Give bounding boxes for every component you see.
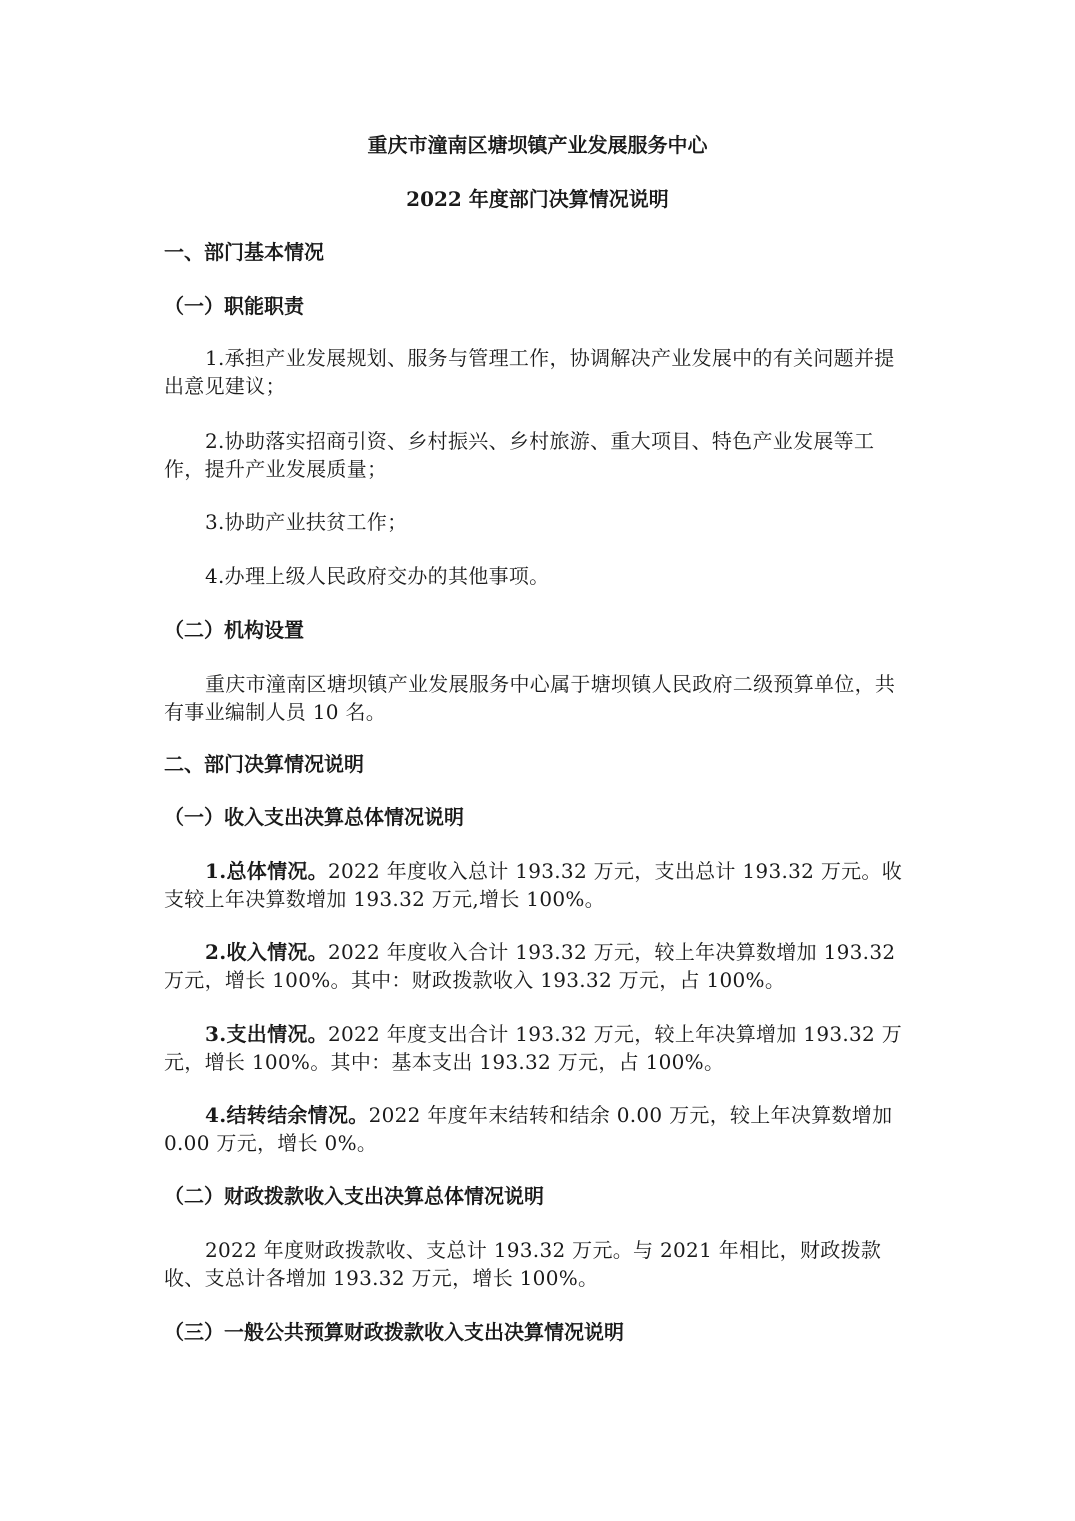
section-heading-basic-info: 一、部门基本情况 <box>164 240 324 264</box>
overall-item-4 <box>164 1101 909 1157</box>
document-title: 重庆市潼南区塘坝镇产业发展服务中心 <box>367 133 708 157</box>
subsection-heading-organization: （二）机构设置 <box>164 618 304 642</box>
overall-item-3-text: 2022 年度支出合计 193.32 万元，较上年决算增加 193.32 万元，增长 100%。其中：基本支出 193.32 万元，占 100%。 <box>164 1022 903 1074</box>
subsection-heading-general-budget: （三）一般公共预算财政拨款收入支出决算情况说明 <box>164 1320 624 1344</box>
overall-item-2-text: 2022 年度收入合计 193.32 万元，较上年决算数增加 193.32 万元，增长 100%。其中：财政拨款收入 193.32 万元，占 100%。 <box>164 940 896 992</box>
overall-item-2-label: 2.收入情况。 <box>205 940 328 964</box>
overall-item-2 <box>164 938 909 994</box>
overall-item-3-label: 3.支出情况。 <box>205 1022 328 1046</box>
overall-item-1 <box>164 857 909 913</box>
function-item-3: 3.协助产业扶贫工作； <box>205 510 408 534</box>
function-item-1: 1.承担产业发展规划、服务与管理工作，协调解决产业发展中的有关问题并提出意见建议； <box>164 346 895 398</box>
organization-text: 重庆市潼南区塘坝镇产业发展服务中心属于塘坝镇人民政府二级预算单位，共有事业编制人员 10 名。 <box>164 672 896 724</box>
overall-item-1-label: 1.总体情况。 <box>205 859 328 883</box>
overall-item-4-label: 4.结转结余情况。 <box>205 1103 369 1127</box>
function-item-4: 4.办理上级人民政府交办的其他事项。 <box>205 564 550 588</box>
overall-item-1-text: 2022 年度收入总计 193.32 万元，支出总计 193.32 万元。收支较上年决算数增加 193.32 万元,增长 100%。 <box>164 859 903 911</box>
subsection-heading-functions: （一）职能职责 <box>164 294 304 318</box>
overall-item-3 <box>164 1020 909 1076</box>
subsection-heading-fiscal-allocation: （二）财政拨款收入支出决算总体情况说明 <box>164 1184 544 1208</box>
section-heading-final-accounts: 二、部门决算情况说明 <box>164 752 364 776</box>
subsection-heading-overall: （一）收入支出决算总体情况说明 <box>164 805 464 829</box>
document-subtitle: 2022 年度部门决算情况说明 <box>406 187 669 211</box>
fiscal-allocation-text: 2022 年度财政拨款收、支总计 193.32 万元。与 2021 年相比，财政拨款收、支总计各增加 193.32 万元，增长 100%。 <box>164 1238 882 1290</box>
overall-item-4-text: 2022 年度年末结转和结余 0.00 万元，较上年决算数增加 0.00 万元，增长 0%。 <box>164 1103 893 1155</box>
function-item-2: 2.协助落实招商引资、乡村振兴、乡村旅游、重大项目、特色产业发展等工作，提升产业发展质量； <box>164 429 875 481</box>
